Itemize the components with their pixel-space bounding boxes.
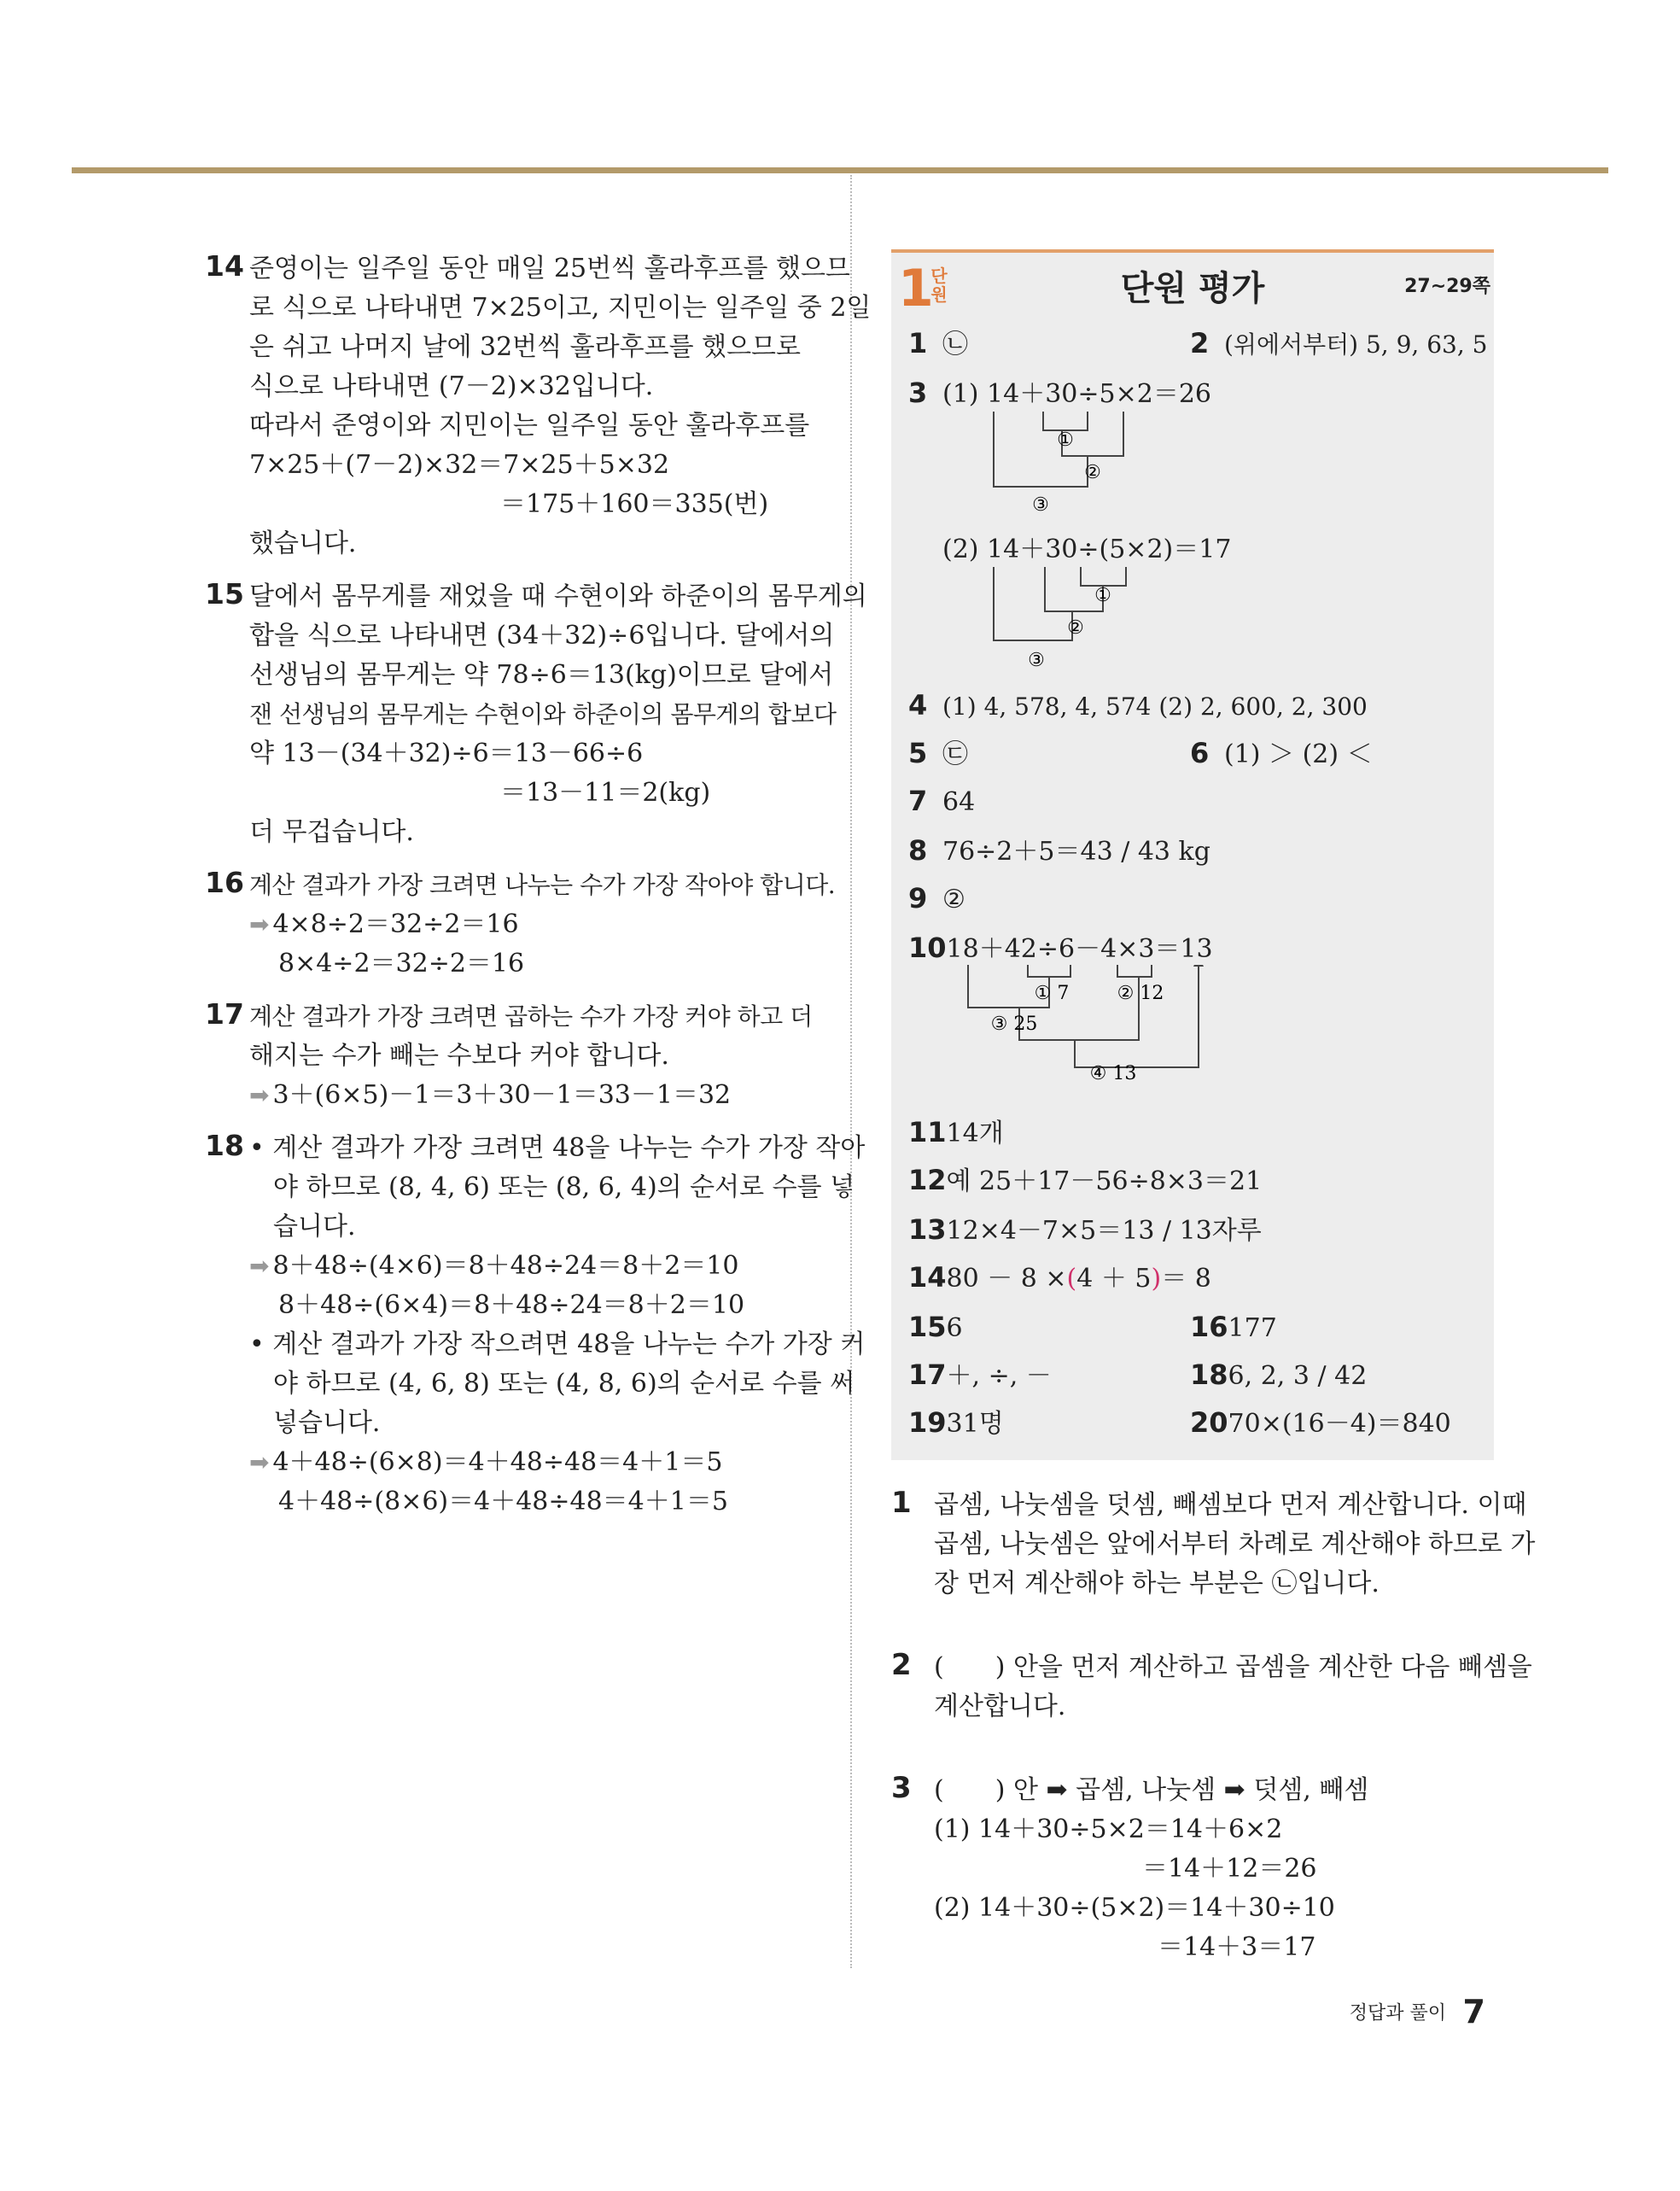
- equation-line: ＝175＋160＝335(번): [500, 489, 769, 519]
- answer-11: 1114개: [908, 1116, 1004, 1148]
- box-top-rule: [891, 249, 1494, 253]
- text-line: 잰 선생님의 몸무게는 수현이와 하준이의 몸무게의 합보다: [249, 700, 837, 728]
- order-diagram-3-1: [977, 412, 1199, 523]
- answer-6: 6 (1) ＞ (2) ＜: [1190, 737, 1373, 769]
- step-1: ① 7: [1034, 983, 1070, 1004]
- text-line: 합을 식으로 나타내면 (34＋32)÷6입니다. 달에서의: [249, 621, 835, 651]
- text-line: 따라서 준영이와 지민이는 일주일 동안 훌라후프를: [249, 411, 810, 441]
- problem-number: 1: [891, 1486, 912, 1520]
- order-diagram-10: [942, 965, 1233, 1093]
- answer-19: 1931명: [908, 1406, 1004, 1439]
- problem-15: [205, 577, 867, 852]
- arrow-icon: ➡: [249, 1081, 270, 1109]
- footer-label: 정답과 풀이: [1349, 2002, 1446, 2024]
- step-4: ④ 13: [1089, 1063, 1137, 1084]
- text-line: 달에서 몸무게를 재었을 때 수현이와 하준이의 몸무게의: [249, 581, 867, 611]
- equation-line: ＝13－11＝2(kg): [500, 778, 711, 808]
- text-line: 준영이는 일주일 동안 매일 25번씩 훌라후프를 했으므: [249, 254, 850, 283]
- text-line: 해지는 수가 빼는 수보다 커야 합니다.: [249, 1041, 669, 1071]
- answer-20: 2070×(16－4)＝840: [1190, 1406, 1451, 1439]
- step-3: ③ 25: [990, 1014, 1038, 1035]
- left-column: [205, 249, 872, 1535]
- text-line: • 계산 결과가 가장 크려면 48을 나누는 수가 가장 작아: [249, 1133, 866, 1163]
- text-line: 계산합니다.: [934, 1691, 1066, 1721]
- section-title: 단원 평가: [1120, 269, 1265, 308]
- text-line: 선생님의 몸무게는 약 78÷6＝13(kg)이므로 달에서: [249, 660, 834, 690]
- problem-number: 16: [205, 866, 244, 899]
- order-diagram-3-2: [977, 567, 1199, 678]
- answer-17: 17＋, ÷, －: [908, 1358, 1052, 1391]
- text-line: • 계산 결과가 가장 작으려면 48을 나누는 수가 가장 커: [249, 1329, 866, 1359]
- text-line: 계산 결과가 가장 크려면 곱하는 수가 가장 커야 하고 더: [249, 1002, 813, 1031]
- text-line: 더 무겁습니다.: [249, 817, 414, 847]
- circled-2: ②: [1084, 462, 1101, 483]
- circled-3: ③: [1032, 494, 1049, 516]
- problem-number: 14: [205, 249, 244, 283]
- unit-review-answer-box: [891, 249, 1494, 1460]
- problem-number: 18: [205, 1129, 244, 1162]
- problem-number: 17: [205, 997, 244, 1031]
- answer-4: 4 (1) 4, 578, 4, 574 (2) 2, 600, 2, 300: [908, 689, 1368, 722]
- answer-8: 8 76÷2＋5＝43 / 43 kg: [908, 834, 1210, 867]
- circled-1: ①: [1094, 585, 1111, 606]
- answer-13: 1312×4－7×5＝13 / 13자루: [908, 1213, 1262, 1246]
- explanation-2: [891, 1648, 1532, 1740]
- top-rule: [72, 167, 1608, 173]
- answer-3-2: (2) 14＋30÷(5×2)＝17: [942, 535, 1232, 564]
- text-line: 야 하므로 (8, 4, 6) 또는 (8, 6, 4)의 순서로 수를 넣: [273, 1172, 855, 1202]
- answer-1: 1 ㉡: [908, 327, 968, 359]
- problem-18: [205, 1129, 866, 1522]
- answer-18: 186, 2, 3 / 42: [1190, 1358, 1368, 1391]
- text-line: 습니다.: [273, 1212, 356, 1242]
- equation-line: (1) 14＋30÷5×2＝14＋6×2: [934, 1814, 1283, 1844]
- page-footer: [1350, 1993, 1485, 2030]
- page-range: 27~29쪽: [1404, 276, 1490, 297]
- circled-1: ①: [1057, 429, 1074, 451]
- equation-line: ＝14＋12＝26: [1142, 1854, 1317, 1884]
- unit-number: 1: [898, 259, 934, 318]
- problem-number: 3: [891, 1771, 912, 1805]
- arrow-icon: ➡: [249, 910, 270, 938]
- text-line: 장 먼저 계산해야 하는 부분은 ㉡입니다.: [934, 1569, 1380, 1598]
- problem-number: 2: [891, 1648, 912, 1682]
- page-number: 7: [1462, 1993, 1485, 2030]
- text-line: ( ) 안을 먼저 계산하고 곱셈을 계산한 다음 빼셈을: [934, 1652, 1532, 1682]
- answer-3-1: 3 (1) 14＋30÷5×2＝26: [908, 377, 1211, 409]
- equation-line: 8＋48÷(6×4)＝8＋48÷24＝8＋2＝10: [278, 1290, 745, 1320]
- answer-12: 12예 25＋17－56÷8×3＝21: [908, 1164, 1263, 1196]
- answer-2: 2 (위에서부터) 5, 9, 63, 5: [1190, 327, 1488, 359]
- text-line: 곱셈, 나눗셈을 덧셈, 빼셈보다 먼저 계산합니다. 이때: [934, 1490, 1527, 1520]
- arrow-icon: ➡: [249, 1252, 270, 1280]
- answer-15: 156: [908, 1311, 963, 1343]
- answer-9: 9 ②: [908, 882, 965, 914]
- equation-line: 8＋48÷(4×6)＝8＋48÷24＝8＋2＝10: [272, 1251, 739, 1281]
- text-line: ( ) 안 ➡ 곱셈, 나눗셈 ➡ 덧셈, 빼셈: [934, 1775, 1369, 1805]
- answer-7: 7 64: [908, 785, 976, 817]
- text-line: 계산 결과가 가장 크려면 나누는 수가 가장 작아야 합니다.: [249, 871, 836, 899]
- text-line: 은 쉬고 나머지 날에 32번씩 훌라후프를 했으므로: [249, 332, 802, 362]
- step-2: ② 12: [1117, 983, 1164, 1004]
- text-line: 식으로 나타내면 (7－2)×32입니다.: [249, 371, 654, 401]
- text-line: 로 식으로 나타내면 7×25이고, 지민이는 일주일 중 2일: [249, 293, 872, 323]
- column-divider: [850, 175, 852, 1968]
- problem-14: [205, 249, 872, 564]
- text-line: 곱셈, 나눗셈은 앞에서부터 차례로 계산해야 하므로 가: [934, 1529, 1536, 1559]
- equation-line: 7×25＋(7－2)×32＝7×25＋5×32: [249, 450, 670, 480]
- text-line: 넣습니다.: [273, 1408, 381, 1438]
- equation-line: 8×4÷2＝32÷2＝16: [278, 949, 525, 979]
- problem-16: [205, 866, 836, 984]
- problem-17: [205, 997, 820, 1115]
- answer-10: 1018＋42÷6－4×3＝13: [908, 932, 1213, 964]
- answer-14: 1480 － 8 ×(4 ＋ 5)＝ 8: [908, 1261, 1211, 1294]
- explanation-1: [891, 1486, 1536, 1617]
- answer-16: 16177: [1190, 1311, 1277, 1343]
- arrow-icon: ➡: [249, 1448, 270, 1476]
- explanation-3: [891, 1771, 1506, 1981]
- equation-line: ＝14＋3＝17: [1158, 1932, 1316, 1962]
- text-line: 야 하므로 (4, 6, 8) 또는 (4, 8, 6)의 순서로 수를 써: [273, 1369, 855, 1399]
- equation-line: 약 13－(34＋32)÷6＝13－66÷6: [249, 739, 644, 768]
- circled-2: ②: [1067, 617, 1084, 639]
- problem-number: 15: [205, 577, 244, 611]
- equation-line: 3＋(6×5)－1＝3＋30－1＝33－1＝32: [272, 1080, 732, 1110]
- circled-3: ③: [1028, 650, 1045, 671]
- equation-line: 4×8÷2＝32÷2＝16: [272, 909, 519, 939]
- text-line: 했습니다.: [249, 529, 357, 558]
- equation-line: 4＋48÷(6×8)＝4＋48÷48＝4＋1＝5: [272, 1447, 723, 1477]
- equation-line: (2) 14＋30÷(5×2)＝14＋30÷10: [934, 1893, 1335, 1923]
- equation-line: 4＋48÷(8×6)＝4＋48÷48＝4＋1＝5: [278, 1487, 728, 1516]
- answer-5: 5 ㉢: [908, 737, 968, 769]
- unit-tag: 단원: [930, 266, 948, 305]
